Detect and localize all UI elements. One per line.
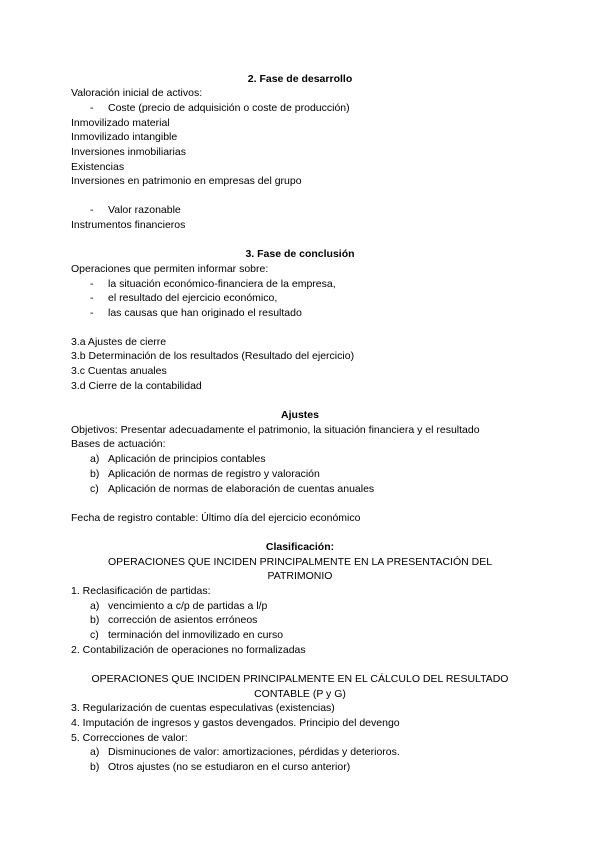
list-marker: a) — [90, 746, 100, 758]
list-item: 5. Correcciones de valor: — [71, 732, 188, 744]
list-item: el resultado del ejercicio económico, — [108, 292, 278, 304]
list-item: terminación del inmovilizado en curso — [108, 629, 284, 641]
list-item: la situación económico-financiera de la empresa, — [108, 278, 336, 290]
list-marker: c) — [90, 483, 99, 495]
list-marker: a) — [90, 600, 100, 612]
list-item: Aplicación de normas de registro y valoración — [108, 468, 320, 480]
list-item: 3. Regularización de cuentas especulativas (existencias) — [71, 702, 335, 714]
list-item: 3.a Ajustes de cierre — [71, 336, 167, 348]
list-item: 1. Reclasificación de partidas: — [71, 585, 211, 597]
list-item: Inversiones inmobiliarias — [71, 146, 186, 158]
clasificacion-heading: Clasificación: — [265, 541, 335, 553]
list-item: vencimiento a c/p de partidas a l/p — [108, 600, 268, 612]
list-item: Aplicación de principios contables — [108, 453, 266, 465]
grupo1-title: OPERACIONES QUE INCIDEN PRINCIPALMENTE EN LA PRESENTACIÓN DEL — [107, 556, 493, 568]
bullet-marker: - — [90, 278, 94, 290]
fase3-intro: Operaciones que permiten informar sobre: — [71, 263, 269, 275]
fase2-heading: 2. Fase de desarrollo — [247, 73, 353, 85]
list-item: las causas que han originado el resultado — [108, 307, 302, 319]
valor-razonable-label: Valor razonable — [108, 204, 181, 216]
list-marker: c) — [90, 629, 99, 641]
list-item: Disminuciones de valor: amortizaciones, pérdidas y deterioros. — [108, 746, 400, 758]
grupo1-title-cont: PATRIMONIO — [267, 570, 333, 582]
list-item: Existencias — [71, 161, 125, 173]
ajustes-heading: Ajustes — [281, 409, 319, 421]
list-marker: b) — [90, 761, 100, 773]
ajustes-objetivos: Objetivos: Presentar adecuadamente el patrimonio, la situación financiera y el resultado — [71, 424, 480, 436]
bullet-marker: - — [90, 204, 94, 216]
list-item: 3.d Cierre de la contabilidad — [71, 380, 202, 392]
coste-label: Coste (precio de adquisición o coste de producción) — [108, 102, 350, 114]
ajustes-fecha: Fecha de registro contable: Último día del ejercicio económico — [71, 512, 361, 524]
list-item: 3.c Cuentas anuales — [71, 365, 167, 377]
fase2-intro: Valoración inicial de activos: — [71, 87, 203, 99]
list-marker: b) — [90, 468, 100, 480]
list-item: 4. Imputación de ingresos y gastos devengados. Principio del devengo — [71, 717, 400, 729]
list-marker: a) — [90, 453, 100, 465]
list-item: Aplicación de normas de elaboración de cuentas anuales — [108, 483, 375, 495]
list-item: Inversiones en patrimonio en empresas del grupo — [71, 175, 302, 187]
bullet-marker: - — [90, 292, 94, 304]
fase3-heading: 3. Fase de conclusión — [245, 248, 355, 260]
list-marker: b) — [90, 614, 100, 626]
list-item: Inmovilizado intangible — [71, 131, 178, 143]
list-item: corrección de asientos erróneos — [108, 614, 258, 626]
list-item: 2. Contabilización de operaciones no formalizadas — [71, 644, 306, 656]
list-item: Instrumentos financieros — [71, 219, 186, 231]
ajustes-bases: Bases de actuación: — [71, 438, 166, 450]
list-item: Otros ajustes (no se estudiaron en el curso anterior) — [108, 761, 351, 773]
list-item: Inmovilizado material — [71, 117, 170, 129]
bullet-marker: - — [90, 102, 94, 114]
bullet-marker: - — [90, 307, 94, 319]
list-item: 3.b Determinación de los resultados (Resultado del ejercicio) — [71, 350, 355, 362]
grupo2-title: OPERACIONES QUE INCIDEN PRINCIPALMENTE EN EL CÁLCULO DEL RESULTADO — [91, 673, 509, 685]
grupo2-title-cont: CONTABLE (P y G) — [254, 688, 346, 700]
